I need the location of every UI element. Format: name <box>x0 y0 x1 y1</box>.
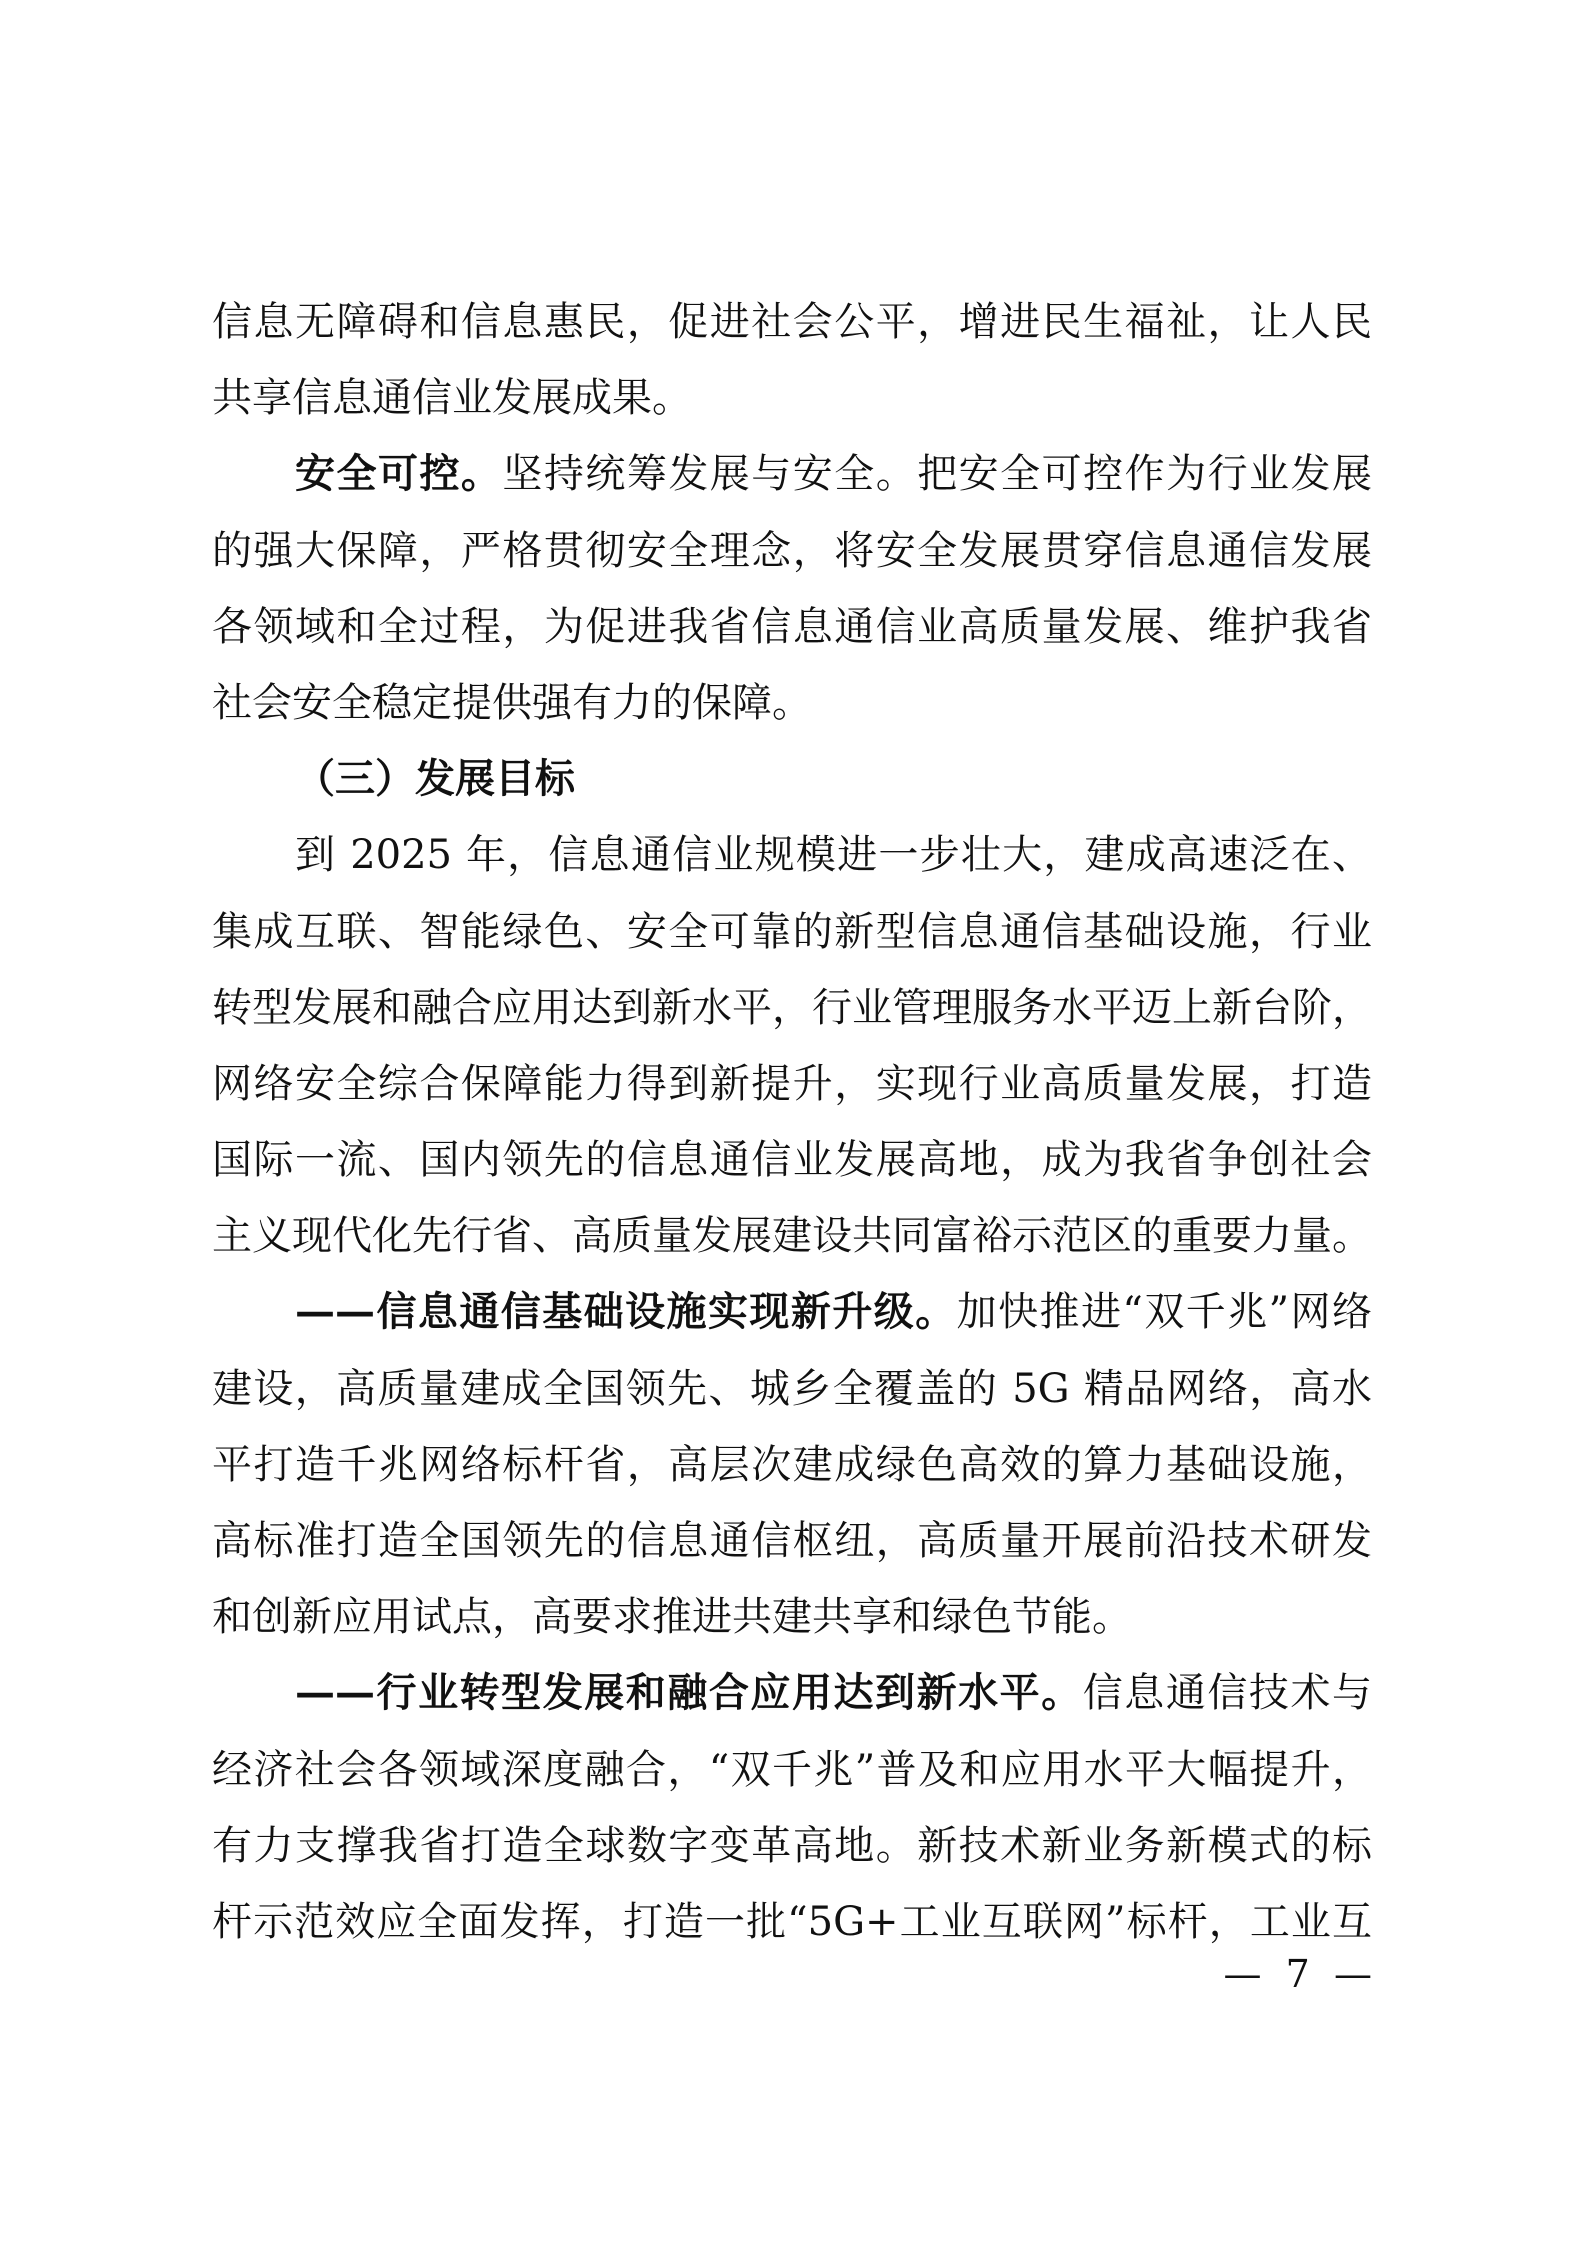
line-text: 国际一流、国内领先的信息通信业发展高地，成为我省争创社会 <box>212 1137 1372 1184</box>
line-text: 网络安全综合保障能力得到新提升，实现行业高质量发展，打造 <box>212 1060 1372 1107</box>
line-text: 的强大保障，严格贯彻安全理念，将安全发展贯穿信息通信发展 <box>212 527 1372 574</box>
line-text: 平打造千兆网络标杆省，高层次建成绿色高效的算力基础设施， <box>212 1441 1372 1488</box>
line-text: 建设，高质量建成全国领先、城乡全覆盖的 5G 精品网络，高水 <box>212 1365 1372 1412</box>
paragraph <box>212 1274 1372 1655</box>
line-text: 经济社会各领域深度融合，“双千兆”普及和应用水平大幅提升， <box>212 1746 1372 1793</box>
line-text: 到 2025 年，信息通信业规模进一步壮大，建成高速泛在、 <box>295 832 1372 879</box>
line-text: 加快推进“双千兆”网络 <box>956 1289 1372 1336</box>
text-line <box>212 513 1372 589</box>
document-body <box>212 284 1372 1960</box>
text-line <box>212 1427 1372 1503</box>
line-text: 主义现代化先行省、高质量发展建设共同富裕示范区的重要力量。 <box>212 1213 1372 1260</box>
paragraph <box>212 741 1372 817</box>
text-line <box>212 1198 1372 1274</box>
line-text: 高标准打造全国领先的信息通信枢纽，高质量开展前沿技术研发 <box>212 1518 1372 1564</box>
line-text: 杆示范效应全面发挥，打造一批“5G+工业互联网”标杆，工业互 <box>212 1898 1372 1945</box>
text-line <box>212 1808 1372 1884</box>
text-line <box>212 1579 1372 1655</box>
text-line <box>212 1655 1372 1731</box>
line-text: 信息通信技术与 <box>1082 1670 1372 1717</box>
text-line <box>212 589 1372 665</box>
text-line <box>212 1046 1372 1122</box>
text-line <box>212 970 1372 1046</box>
text-line <box>212 436 1372 512</box>
text-line <box>212 284 1372 360</box>
text-line <box>212 665 1372 741</box>
bold-lead-phrase: 安全可控。 <box>295 450 503 498</box>
line-text: 信息无障碍和信息惠民，促进社会公平，增进民生福祉，让人民 <box>212 299 1372 345</box>
line-text: 有力支撑我省打造全球数字变革高地。新技术新业务新模式的标 <box>212 1822 1372 1869</box>
line-text: 坚持统筹发展与安全。把安全可控作为行业发展 <box>502 451 1373 498</box>
bold-lead-phrase: ——行业转型发展和融合应用达到新水平。 <box>295 1669 1083 1717</box>
line-text: 集成互联、智能绿色、安全可靠的新型信息通信基础设施，行业 <box>212 908 1372 955</box>
text-line <box>212 1351 1372 1427</box>
text-line <box>212 741 1372 817</box>
text-line <box>212 360 1372 436</box>
text-line <box>212 1274 1372 1350</box>
paragraph <box>212 284 1372 436</box>
paragraph <box>212 817 1372 1274</box>
section-heading: （三）发展目标 <box>295 755 575 803</box>
paragraph <box>212 1655 1372 1960</box>
line-text: 各领域和全过程，为促进我省信息通信业高质量发展、维护我省 <box>212 603 1372 650</box>
text-line <box>212 1122 1372 1198</box>
line-text: 社会安全稳定提供强有力的保障。 <box>212 679 812 726</box>
text-line <box>212 894 1372 970</box>
line-text: 转型发展和融合应用达到新水平，行业管理服务水平迈上新台阶， <box>212 984 1372 1031</box>
line-text: 共享信息通信业发展成果。 <box>212 375 692 422</box>
paragraph <box>212 436 1372 741</box>
line-text: 和创新应用试点，高要求推进共建共享和绿色节能。 <box>212 1594 1132 1641</box>
text-line <box>212 817 1372 893</box>
text-line <box>212 1503 1372 1579</box>
text-line <box>212 1732 1372 1808</box>
bold-lead-phrase: ——信息通信基础设施实现新升级。 <box>295 1288 957 1336</box>
text-line <box>212 1884 1372 1960</box>
page-number: — 7 — <box>1223 1952 1372 1996</box>
